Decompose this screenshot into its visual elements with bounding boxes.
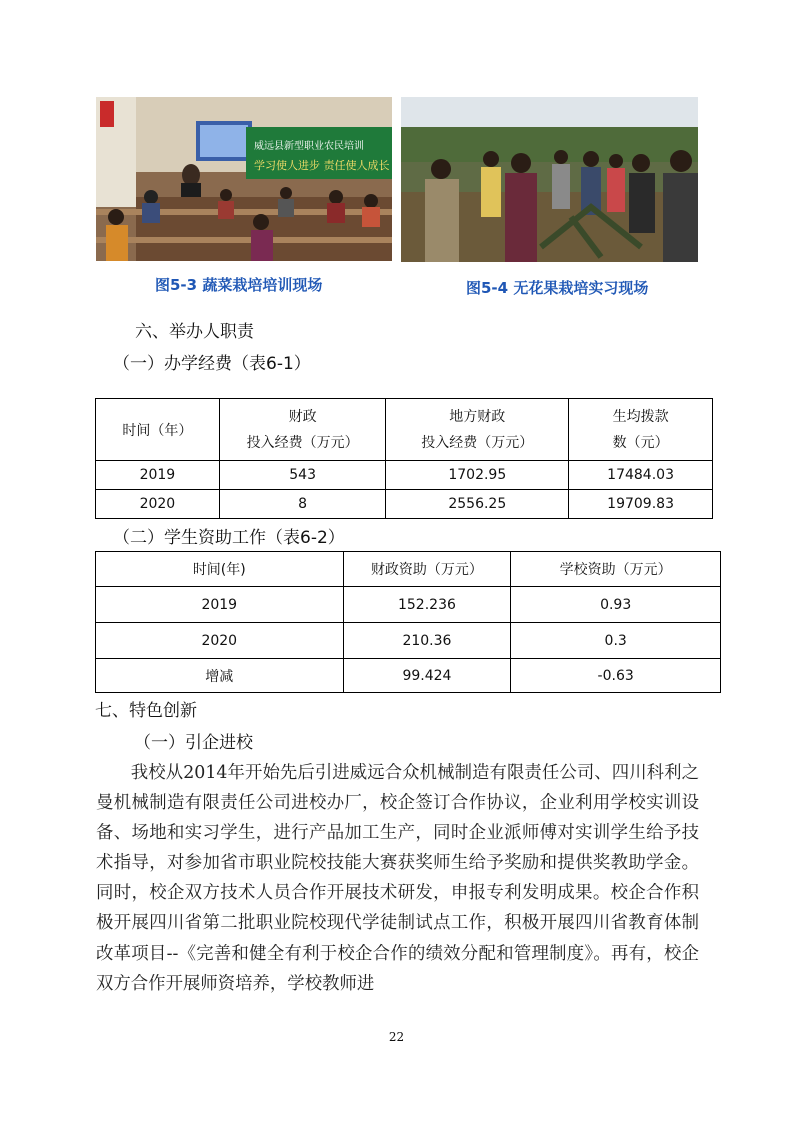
photo-caption-2: 图5-4 无花果栽培实习现场 (466, 279, 649, 297)
page-number: 22 (388, 1030, 405, 1044)
table-cell: 8 (219, 490, 386, 519)
table-cell: 2019 (96, 587, 344, 623)
table-cell: 0.3 (511, 623, 721, 659)
table-cell: 2019 (96, 461, 220, 490)
table-header-cell: 生均拨款 数（元） (569, 399, 713, 461)
table-cell: 17484.03 (569, 461, 713, 490)
table-cell: 2020 (96, 490, 220, 519)
table-row (96, 490, 713, 519)
table-row (96, 659, 721, 693)
table-row (96, 623, 721, 659)
table-cell: 152.236 (343, 587, 511, 623)
table-cell: 543 (219, 461, 386, 490)
table-row (96, 461, 713, 490)
table-header-cell: 地方财政 投入经费（万元） (386, 399, 569, 461)
banner-text: 威远县新型职业农民培训 (254, 141, 364, 152)
section-6-sub1: （一）办学经费（表6-1） (113, 354, 311, 374)
table-row (96, 587, 721, 623)
body-paragraph: 我校从2014年开始先后引进威远合众机械制造有限责任公司、四川科利之曼机械制造有限责任公司进校办厂，校企签订合作协议，企业利用学校实训设备、场地和实习学生，进行产品加工生产，同时企业派师傅对实训学生给予技术指导，对参加省市职业院校技能大赛获奖师生给予奖励和提供奖教助学金。同时，校企双方技术人员合作开展技术研发，申报专利发明成果。校企合作积极开展四川省第二批职业院校现代学徒制试点工作，积极开展四川省教育体制改革项目--《完善和健全有利于校企合作的绩效分配和管理制度》。再有，校企双方合作开展师资培养，学校教师进 (96, 763, 699, 994)
photo-vegetable-training (96, 97, 392, 261)
table-header-cell: 时间（年） (96, 399, 220, 461)
table-cell: 210.36 (343, 623, 511, 659)
photo-fig-orchard (401, 97, 698, 262)
student-aid-table (95, 551, 721, 693)
table-cell: -0.63 (511, 659, 721, 693)
section-7-sub1: （一）引企进校 (134, 733, 253, 753)
table-cell: 2556.25 (386, 490, 569, 519)
table-header-row (96, 552, 721, 587)
table-cell: 0.93 (511, 587, 721, 623)
section-7-title: 七、特色创新 (95, 701, 197, 721)
table-cell: 19709.83 (569, 490, 713, 519)
table-cell: 2020 (96, 623, 344, 659)
table-header-cell: 学校资助（万元） (511, 552, 721, 587)
table-cell: 1702.95 (386, 461, 569, 490)
section-6-sub2: （二）学生资助工作（表6-2） (113, 528, 345, 548)
table-header-cell: 财政资助（万元） (343, 552, 511, 587)
table-header-row (96, 399, 713, 461)
table-header-cell: 财政 投入经费（万元） (219, 399, 386, 461)
table-cell: 99.424 (343, 659, 511, 693)
slogan-text: 学习使人进步 责任使人成长 (254, 159, 390, 172)
photo-caption-1: 图5-3 蔬菜栽培培训现场 (155, 276, 323, 294)
table-header-cell: 时间(年) (96, 552, 344, 587)
section-6-title: 六、举办人职责 (135, 322, 254, 342)
funding-table (95, 398, 713, 519)
table-cell: 增减 (96, 659, 344, 693)
